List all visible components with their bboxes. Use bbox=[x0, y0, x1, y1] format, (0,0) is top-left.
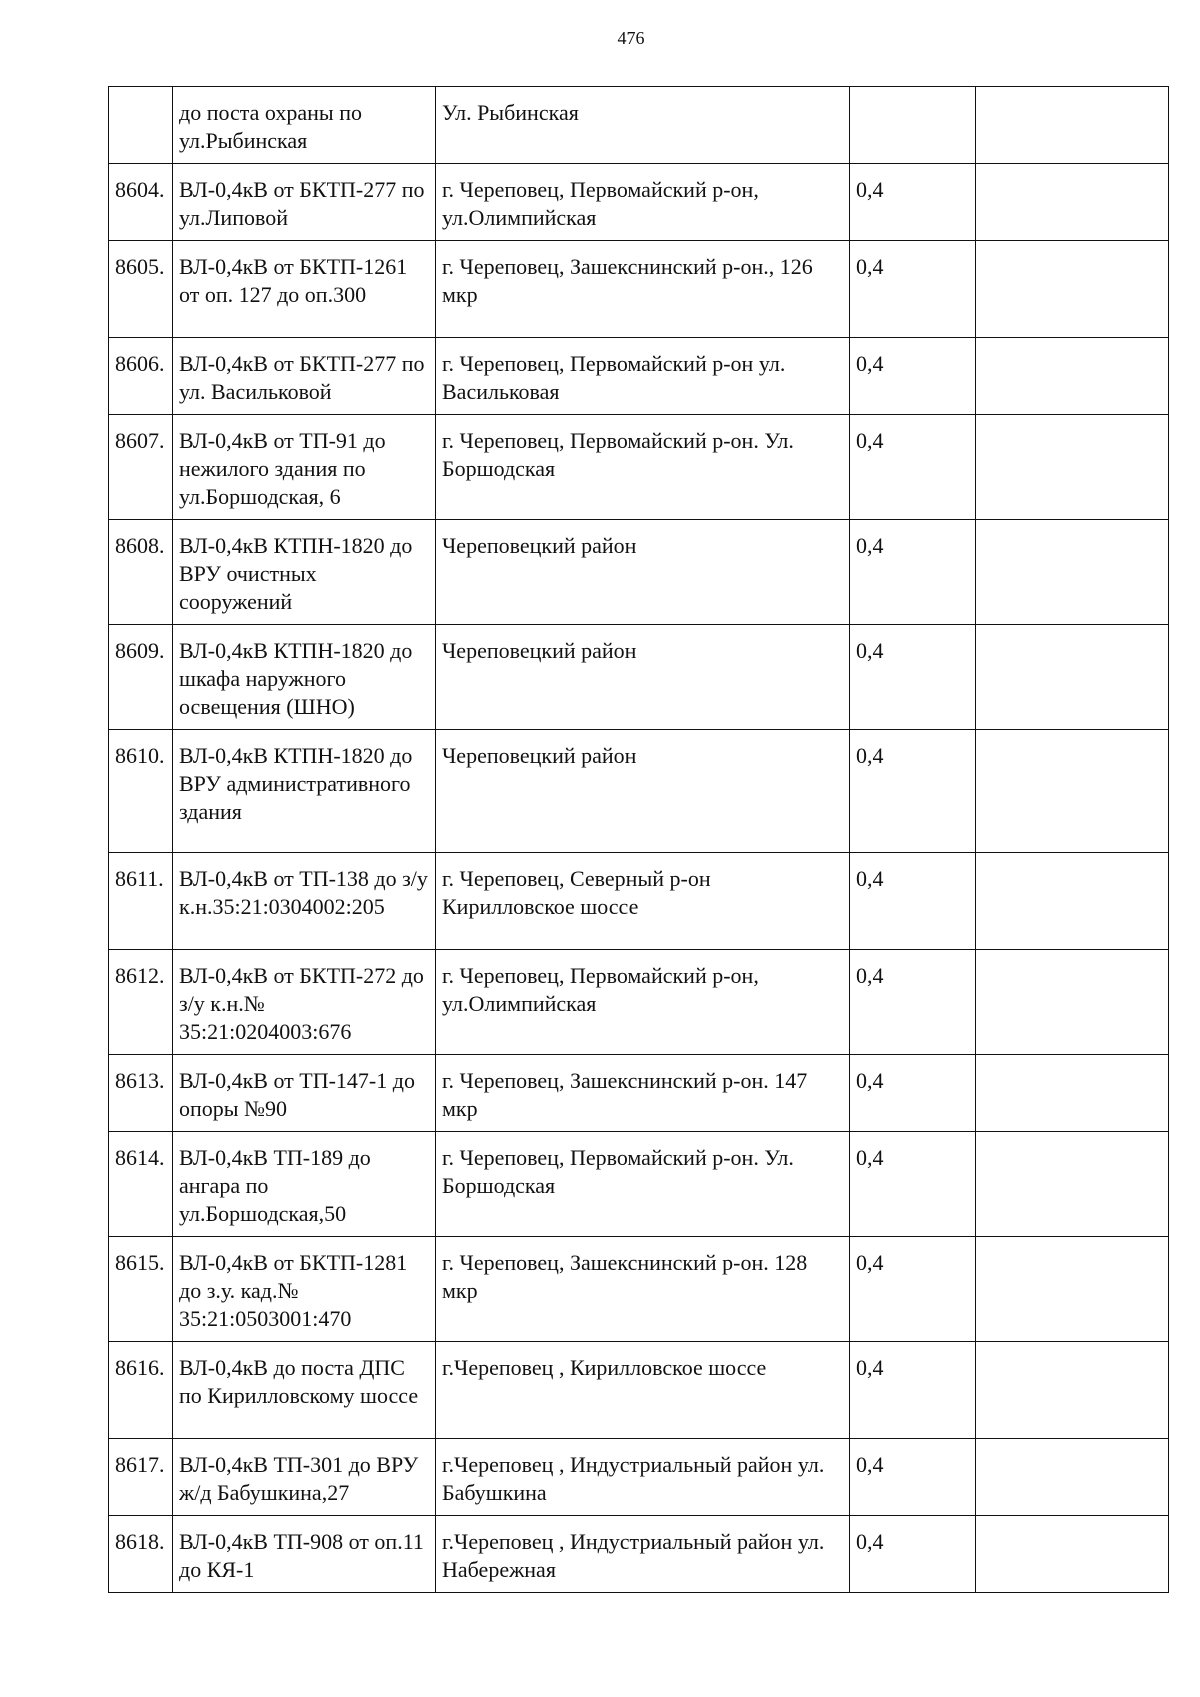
voltage-kv: 0,4 bbox=[850, 853, 976, 950]
table-row bbox=[109, 730, 1169, 853]
page-number: 476 bbox=[617, 28, 645, 48]
voltage-kv: 0,4 bbox=[850, 1237, 976, 1342]
extra-column bbox=[976, 87, 1169, 164]
table-row bbox=[109, 1342, 1169, 1439]
extra-column bbox=[976, 625, 1169, 730]
extra-column bbox=[976, 950, 1169, 1055]
location-address: г.Череповец , Кирилловское шоссе bbox=[436, 1342, 850, 1439]
row-number: 8618. bbox=[109, 1516, 173, 1593]
voltage-kv: 0,4 bbox=[850, 1132, 976, 1237]
voltage-kv: 0,4 bbox=[850, 730, 976, 853]
voltage-kv bbox=[850, 87, 976, 164]
row-number: 8615. bbox=[109, 1237, 173, 1342]
location-address: г. Череповец, Северный р-он Кирилловское шоссе bbox=[436, 853, 850, 950]
extra-column bbox=[976, 1439, 1169, 1516]
table-row bbox=[109, 950, 1169, 1055]
line-name: ВЛ-0,4кВ от ТП-91 до нежилого здания по ул.Боршодская, 6 bbox=[173, 415, 436, 520]
voltage-kv: 0,4 bbox=[850, 1516, 976, 1593]
line-name: ВЛ-0,4кВ от БКТП-277 по ул. Васильковой bbox=[173, 338, 436, 415]
row-number: 8607. bbox=[109, 415, 173, 520]
location-address: г. Череповец, Первомайский р-он. Ул. Боршодская bbox=[436, 415, 850, 520]
voltage-kv: 0,4 bbox=[850, 625, 976, 730]
table-row bbox=[109, 625, 1169, 730]
voltage-kv: 0,4 bbox=[850, 1439, 976, 1516]
table-row bbox=[109, 87, 1169, 164]
row-number: 8617. bbox=[109, 1439, 173, 1516]
location-address: г. Череповец, Первомайский р-он, ул.Олимпийская bbox=[436, 164, 850, 241]
line-name: ВЛ-0,4кВ КТПН-1820 до ВРУ административного здания bbox=[173, 730, 436, 853]
line-name: ВЛ-0,4кВ ТП-908 от оп.11 до КЯ-1 bbox=[173, 1516, 436, 1593]
table-row bbox=[109, 853, 1169, 950]
location-address: Череповецкий район bbox=[436, 520, 850, 625]
extra-column bbox=[976, 1516, 1169, 1593]
location-address: г. Череповец, Зашекснинский р-он. 147 мкр bbox=[436, 1055, 850, 1132]
row-number: 8605. bbox=[109, 241, 173, 338]
extra-column bbox=[976, 853, 1169, 950]
extra-column bbox=[976, 520, 1169, 625]
row-number bbox=[109, 87, 173, 164]
table-row bbox=[109, 1237, 1169, 1342]
row-number: 8608. bbox=[109, 520, 173, 625]
line-name: ВЛ-0,4кВ КТПН-1820 до ВРУ очистных сооружений bbox=[173, 520, 436, 625]
voltage-kv: 0,4 bbox=[850, 1342, 976, 1439]
location-address: г. Череповец, Первомайский р-он. Ул. Боршодская bbox=[436, 1132, 850, 1237]
location-address: Череповецкий район bbox=[436, 730, 850, 853]
row-number: 8612. bbox=[109, 950, 173, 1055]
row-number: 8609. bbox=[109, 625, 173, 730]
line-name: ВЛ-0,4кВ ТП-189 до ангара по ул.Боршодская,50 bbox=[173, 1132, 436, 1237]
row-number: 8616. bbox=[109, 1342, 173, 1439]
extra-column bbox=[976, 1055, 1169, 1132]
line-name: ВЛ-0,4кВ от БКТП-277 по ул.Липовой bbox=[173, 164, 436, 241]
location-address: г.Череповец , Индустриальный район ул. Набережная bbox=[436, 1516, 850, 1593]
location-address: Череповецкий район bbox=[436, 625, 850, 730]
table-row bbox=[109, 520, 1169, 625]
table-body bbox=[109, 87, 1169, 1593]
line-name: ВЛ-0,4кВ от ТП-147-1 до опоры №90 bbox=[173, 1055, 436, 1132]
voltage-kv: 0,4 bbox=[850, 241, 976, 338]
location-address: г. Череповец, Зашекснинский р-он., 126 мкр bbox=[436, 241, 850, 338]
voltage-kv: 0,4 bbox=[850, 950, 976, 1055]
location-address: Ул. Рыбинская bbox=[436, 87, 850, 164]
extra-column bbox=[976, 1132, 1169, 1237]
line-name: ВЛ-0,4кВ от БКТП-1261 от оп. 127 до оп.300 bbox=[173, 241, 436, 338]
line-name: до поста охраны по ул.Рыбинская bbox=[173, 87, 436, 164]
line-name: ВЛ-0,4кВ до поста ДПС по Кирилловскому шоссе bbox=[173, 1342, 436, 1439]
line-name: ВЛ-0,4кВ от БКТП-1281 до з.у. кад.№ 35:21:0503001:470 bbox=[173, 1237, 436, 1342]
location-address: г.Череповец , Индустриальный район ул. Бабушкина bbox=[436, 1439, 850, 1516]
voltage-kv: 0,4 bbox=[850, 1055, 976, 1132]
table-row bbox=[109, 164, 1169, 241]
power-lines-table bbox=[108, 86, 1169, 1593]
table-row bbox=[109, 241, 1169, 338]
voltage-kv: 0,4 bbox=[850, 164, 976, 241]
table-row bbox=[109, 1439, 1169, 1516]
row-number: 8610. bbox=[109, 730, 173, 853]
extra-column bbox=[976, 1237, 1169, 1342]
voltage-kv: 0,4 bbox=[850, 338, 976, 415]
table-row bbox=[109, 1055, 1169, 1132]
row-number: 8606. bbox=[109, 338, 173, 415]
voltage-kv: 0,4 bbox=[850, 520, 976, 625]
line-name: ВЛ-0,4кВ КТПН-1820 до шкафа наружного освещения (ШНО) bbox=[173, 625, 436, 730]
extra-column bbox=[976, 415, 1169, 520]
line-name: ВЛ-0,4кВ от ТП-138 до з/у к.н.35:21:0304002:205 bbox=[173, 853, 436, 950]
voltage-kv: 0,4 bbox=[850, 415, 976, 520]
location-address: г. Череповец, Первомайский р-он ул. Васильковая bbox=[436, 338, 850, 415]
table-row bbox=[109, 1516, 1169, 1593]
location-address: г. Череповец, Первомайский р-он, ул.Олимпийская bbox=[436, 950, 850, 1055]
extra-column bbox=[976, 241, 1169, 338]
table-row bbox=[109, 338, 1169, 415]
extra-column bbox=[976, 1342, 1169, 1439]
table-row bbox=[109, 415, 1169, 520]
row-number: 8613. bbox=[109, 1055, 173, 1132]
location-address: г. Череповец, Зашекснинский р-он. 128 мкр bbox=[436, 1237, 850, 1342]
row-number: 8604. bbox=[109, 164, 173, 241]
table-row bbox=[109, 1132, 1169, 1237]
line-name: ВЛ-0,4кВ от БКТП-272 до з/у к.н.№ 35:21:0204003:676 bbox=[173, 950, 436, 1055]
extra-column bbox=[976, 164, 1169, 241]
row-number: 8611. bbox=[109, 853, 173, 950]
extra-column bbox=[976, 338, 1169, 415]
line-name: ВЛ-0,4кВ ТП-301 до ВРУ ж/д Бабушкина,27 bbox=[173, 1439, 436, 1516]
extra-column bbox=[976, 730, 1169, 853]
row-number: 8614. bbox=[109, 1132, 173, 1237]
